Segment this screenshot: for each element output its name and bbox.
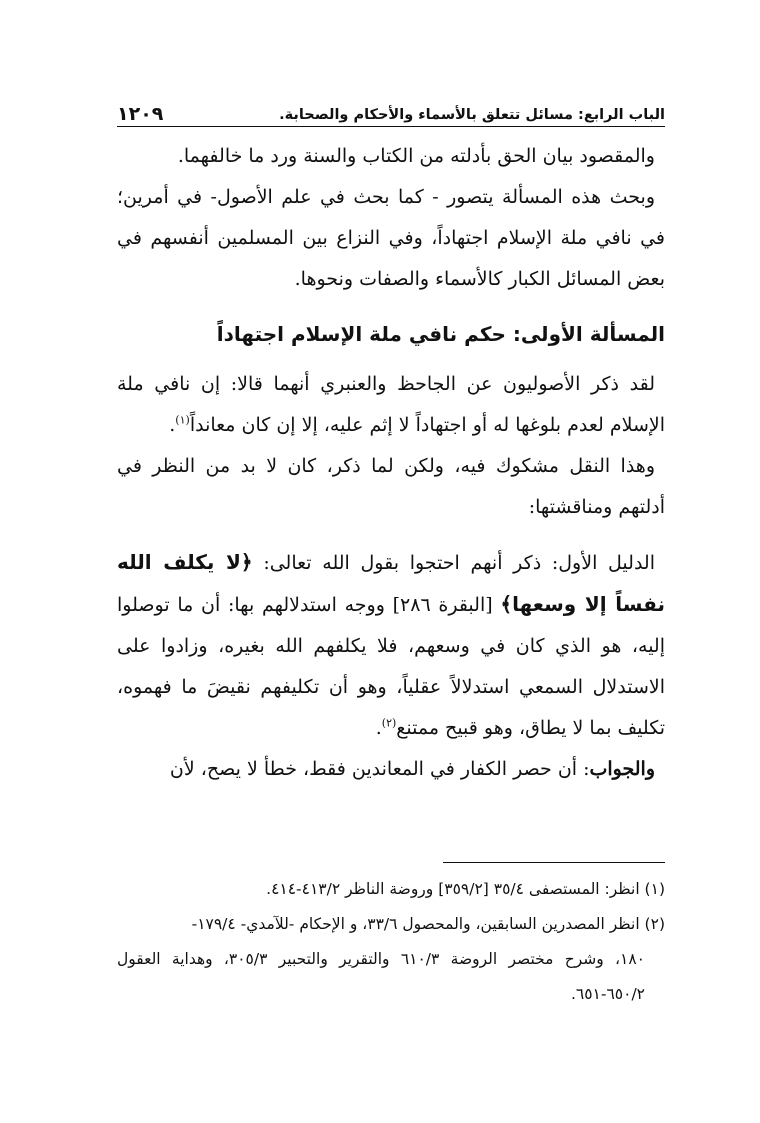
proof-intro: الدليل الأول: ذكر أنهم احتجوا بقول الله تعالى:: [252, 552, 655, 574]
paragraph-answer: [117, 749, 665, 790]
paragraph-claim: [117, 364, 665, 446]
footnote-2-line-2: ١٨٠، وشرح مختصر الروضة ٦١٠/٣ والتقرير والتحبير ٣٠٥/٣، وهداية العقول ٦٥٠/٢-٦٥١.: [117, 950, 645, 1003]
proof-end: .: [375, 717, 382, 739]
document-page: [117, 96, 665, 1096]
paragraph-intro: والمقصود بيان الحق بأدلته من الكتاب والسنة ورد ما خالفهما.: [177, 145, 655, 167]
page-number: ١٢٠٩: [117, 103, 164, 125]
footnote-ref-1[interactable]: (١): [175, 413, 190, 427]
section-heading: المسألة الأولى: حكم نافي ملة الإسلام اجتهاداً: [216, 322, 665, 346]
paragraph-scope: وبحث هذه المسألة يتصور - كما بحث في علم الأصول- في أمرين؛ في نافي ملة الإسلام اجتهاداً، وفي النزاع بين المسلمين أنفسهم في بعض المسائل الكبار كالأسماء والصفات ونحوها.: [117, 186, 665, 290]
footnotes: [117, 872, 665, 1012]
claim-text: لقد ذكر الأصوليون عن الجاحظ والعنبري أنهما قالا: إن نافي ملة الإسلام لعدم بلوغها له أو اجتهاداً لا إثم عليه، إلا إن كان معانداً: [117, 373, 665, 436]
answer-text: : أن حصر الكفار في المعاندين فقط، خطأ لا يصح، لأن: [169, 758, 590, 780]
claim-end: .: [169, 414, 176, 436]
chapter-title: الباب الرابع: مسائل تتعلق بالأسماء والأحكام والصحابة.: [279, 107, 665, 123]
running-header: [117, 96, 665, 127]
body-text: [117, 136, 665, 790]
footnote-2-line-1: (٢) انظر المصدرين السابقين، والمحصول ٣٣/٦، و الإحكام -للآمدي- ١٧٩/٤-: [191, 915, 665, 933]
footnote-ref-2[interactable]: (٢): [381, 716, 397, 730]
paragraph-doubt: وهذا النقل مشكوك فيه، ولكن لما ذكر، كان لا بد من النظر في أدلتهم ومناقشتها:: [117, 455, 665, 518]
footnote-separator: [443, 862, 665, 863]
footnote-1: (١) انظر: المستصفى ٣٥/٤ [٣٥٩/٢] وروضة الناظر ٤١٣/٢-٤١٤.: [266, 880, 665, 898]
answer-label: والجواب: [589, 758, 655, 780]
paragraph-first-proof: [117, 542, 665, 749]
proof-text: [البقرة ٢٨٦] ووجه استدلالهم بها: أن ما توصلوا إليه، هو الذي كان في وسعهم، فلا يكلفهم الله بغيره، وزادوا على الاستدلال السمعي استدلالاً عقلياً، وهو أن تكليفهم نقيضَ ما فهموه، تكليف بما لا يطاق، وهو قبيح ممتنع: [117, 594, 665, 739]
quran-verse: ﴿لا يكلف الله نفساً إلا وسعها﴾: [117, 550, 666, 616]
